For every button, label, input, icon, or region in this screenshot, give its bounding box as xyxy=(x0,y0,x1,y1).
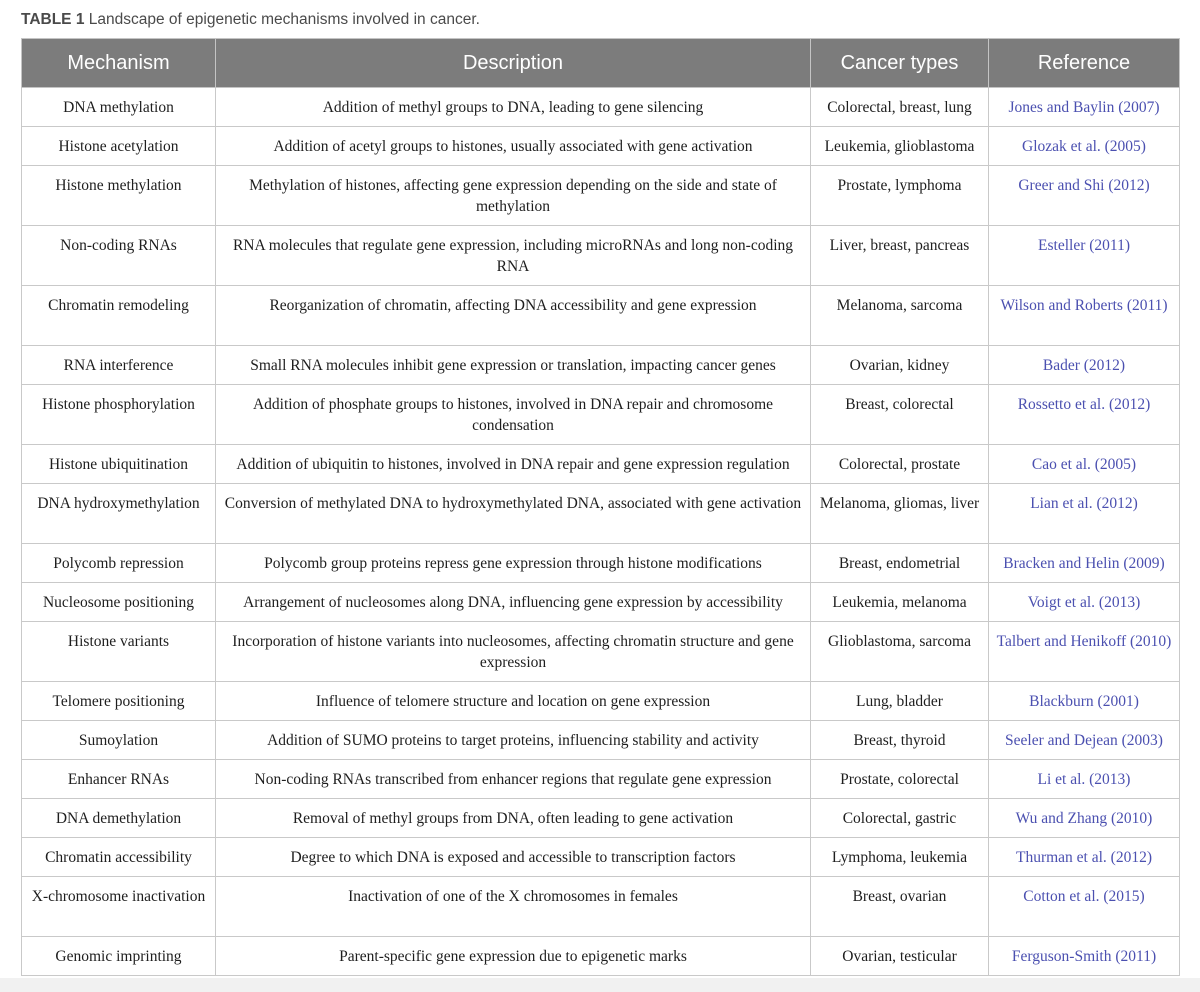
table-row xyxy=(22,838,1180,877)
reference-link[interactable]: Thurman et al. (2012) xyxy=(989,838,1180,877)
column-header-reference: Reference xyxy=(989,39,1180,88)
cell-description: Addition of SUMO proteins to target proteins, influencing stability and activity xyxy=(216,721,811,760)
cell-description: Methylation of histones, affecting gene expression depending on the side and state of methylation xyxy=(216,166,811,226)
cell-description: Addition of ubiquitin to histones, involved in DNA repair and gene expression regulation xyxy=(216,445,811,484)
table-caption-text: Landscape of epigenetic mechanisms involved in cancer. xyxy=(88,11,480,28)
cell-description: Polycomb group proteins repress gene expression through histone modifications xyxy=(216,544,811,583)
cell-description: Parent-specific gene expression due to epigenetic marks xyxy=(216,937,811,976)
cell-description: Removal of methyl groups from DNA, often leading to gene activation xyxy=(216,799,811,838)
cell-cancer-types: Colorectal, gastric xyxy=(811,799,989,838)
cell-mechanism: DNA hydroxymethylation xyxy=(22,484,216,544)
table-caption-label: TABLE 1 xyxy=(21,11,85,28)
table-row xyxy=(22,286,1180,346)
cell-cancer-types: Colorectal, prostate xyxy=(811,445,989,484)
reference-link[interactable]: Jones and Baylin (2007) xyxy=(989,88,1180,127)
table-row xyxy=(22,127,1180,166)
cell-mechanism: DNA demethylation xyxy=(22,799,216,838)
cell-cancer-types: Breast, endometrial xyxy=(811,544,989,583)
cell-mechanism: Histone phosphorylation xyxy=(22,385,216,445)
cell-description: Non-coding RNAs transcribed from enhancer regions that regulate gene expression xyxy=(216,760,811,799)
cell-description: Arrangement of nucleosomes along DNA, influencing gene expression by accessibility xyxy=(216,583,811,622)
cell-description: Addition of methyl groups to DNA, leading to gene silencing xyxy=(216,88,811,127)
header-row xyxy=(22,39,1180,88)
reference-link[interactable]: Lian et al. (2012) xyxy=(989,484,1180,544)
reference-link[interactable]: Li et al. (2013) xyxy=(989,760,1180,799)
table-caption xyxy=(21,11,480,29)
table-row xyxy=(22,682,1180,721)
cell-mechanism: Enhancer RNAs xyxy=(22,760,216,799)
table-header xyxy=(22,39,1180,88)
table-row xyxy=(22,544,1180,583)
reference-link[interactable]: Cao et al. (2005) xyxy=(989,445,1180,484)
reference-link[interactable]: Voigt et al. (2013) xyxy=(989,583,1180,622)
cell-cancer-types: Breast, colorectal xyxy=(811,385,989,445)
cell-cancer-types: Lung, bladder xyxy=(811,682,989,721)
table-row xyxy=(22,760,1180,799)
cell-description: Degree to which DNA is exposed and accessible to transcription factors xyxy=(216,838,811,877)
cell-cancer-types: Prostate, lymphoma xyxy=(811,166,989,226)
cell-cancer-types: Leukemia, glioblastoma xyxy=(811,127,989,166)
cell-cancer-types: Prostate, colorectal xyxy=(811,760,989,799)
page-bottom-edge xyxy=(0,978,1200,992)
cell-cancer-types: Breast, ovarian xyxy=(811,877,989,937)
table-body xyxy=(22,88,1180,976)
cell-mechanism: Chromatin remodeling xyxy=(22,286,216,346)
cell-mechanism: Sumoylation xyxy=(22,721,216,760)
cell-mechanism: Genomic imprinting xyxy=(22,937,216,976)
cell-cancer-types: Lymphoma, leukemia xyxy=(811,838,989,877)
reference-link[interactable]: Glozak et al. (2005) xyxy=(989,127,1180,166)
table-row xyxy=(22,484,1180,544)
cell-mechanism: Histone acetylation xyxy=(22,127,216,166)
cell-mechanism: Telomere positioning xyxy=(22,682,216,721)
cell-cancer-types: Melanoma, gliomas, liver xyxy=(811,484,989,544)
cell-cancer-types: Colorectal, breast, lung xyxy=(811,88,989,127)
epigenetic-mechanisms-table xyxy=(21,38,1180,976)
cell-mechanism: Non-coding RNAs xyxy=(22,226,216,286)
table-row xyxy=(22,799,1180,838)
table-row xyxy=(22,346,1180,385)
cell-description: Influence of telomere structure and location on gene expression xyxy=(216,682,811,721)
table-row xyxy=(22,622,1180,682)
cell-cancer-types: Glioblastoma, sarcoma xyxy=(811,622,989,682)
table-row xyxy=(22,877,1180,937)
cell-cancer-types: Leukemia, melanoma xyxy=(811,583,989,622)
table-row xyxy=(22,721,1180,760)
reference-link[interactable]: Talbert and Henikoff (2010) xyxy=(989,622,1180,682)
cell-cancer-types: Ovarian, kidney xyxy=(811,346,989,385)
cell-description: Inactivation of one of the X chromosomes in females xyxy=(216,877,811,937)
reference-link[interactable]: Seeler and Dejean (2003) xyxy=(989,721,1180,760)
cell-description: Addition of phosphate groups to histones, involved in DNA repair and chromosome condensation xyxy=(216,385,811,445)
cell-mechanism: Histone methylation xyxy=(22,166,216,226)
reference-link[interactable]: Wu and Zhang (2010) xyxy=(989,799,1180,838)
reference-link[interactable]: Bracken and Helin (2009) xyxy=(989,544,1180,583)
cell-description: Incorporation of histone variants into nucleosomes, affecting chromatin structure and gene expression xyxy=(216,622,811,682)
column-header-mechanism: Mechanism xyxy=(22,39,216,88)
cell-description: Small RNA molecules inhibit gene expression or translation, impacting cancer genes xyxy=(216,346,811,385)
cell-mechanism: Histone variants xyxy=(22,622,216,682)
table-row xyxy=(22,385,1180,445)
cell-mechanism: Histone ubiquitination xyxy=(22,445,216,484)
column-header-description: Description xyxy=(216,39,811,88)
reference-link[interactable]: Rossetto et al. (2012) xyxy=(989,385,1180,445)
cell-cancer-types: Ovarian, testicular xyxy=(811,937,989,976)
table-row xyxy=(22,583,1180,622)
table-row xyxy=(22,937,1180,976)
reference-link[interactable]: Ferguson-Smith (2011) xyxy=(989,937,1180,976)
cell-description: Addition of acetyl groups to histones, usually associated with gene activation xyxy=(216,127,811,166)
table-row xyxy=(22,445,1180,484)
cell-description: Conversion of methylated DNA to hydroxymethylated DNA, associated with gene activation xyxy=(216,484,811,544)
cell-mechanism: X-chromosome inactivation xyxy=(22,877,216,937)
table-row xyxy=(22,88,1180,127)
cell-cancer-types: Breast, thyroid xyxy=(811,721,989,760)
cell-description: RNA molecules that regulate gene expression, including microRNAs and long non-coding RNA xyxy=(216,226,811,286)
reference-link[interactable]: Blackburn (2001) xyxy=(989,682,1180,721)
table-row xyxy=(22,166,1180,226)
cell-mechanism: RNA interference xyxy=(22,346,216,385)
reference-link[interactable]: Bader (2012) xyxy=(989,346,1180,385)
column-header-cancer-types: Cancer types xyxy=(811,39,989,88)
reference-link[interactable]: Wilson and Roberts (2011) xyxy=(989,286,1180,346)
table-row xyxy=(22,226,1180,286)
reference-link[interactable]: Cotton et al. (2015) xyxy=(989,877,1180,937)
cell-mechanism: Nucleosome positioning xyxy=(22,583,216,622)
cell-mechanism: Polycomb repression xyxy=(22,544,216,583)
cell-mechanism: Chromatin accessibility xyxy=(22,838,216,877)
reference-link[interactable]: Esteller (2011) xyxy=(989,226,1180,286)
cell-cancer-types: Melanoma, sarcoma xyxy=(811,286,989,346)
cell-description: Reorganization of chromatin, affecting DNA accessibility and gene expression xyxy=(216,286,811,346)
cell-cancer-types: Liver, breast, pancreas xyxy=(811,226,989,286)
cell-mechanism: DNA methylation xyxy=(22,88,216,127)
reference-link[interactable]: Greer and Shi (2012) xyxy=(989,166,1180,226)
